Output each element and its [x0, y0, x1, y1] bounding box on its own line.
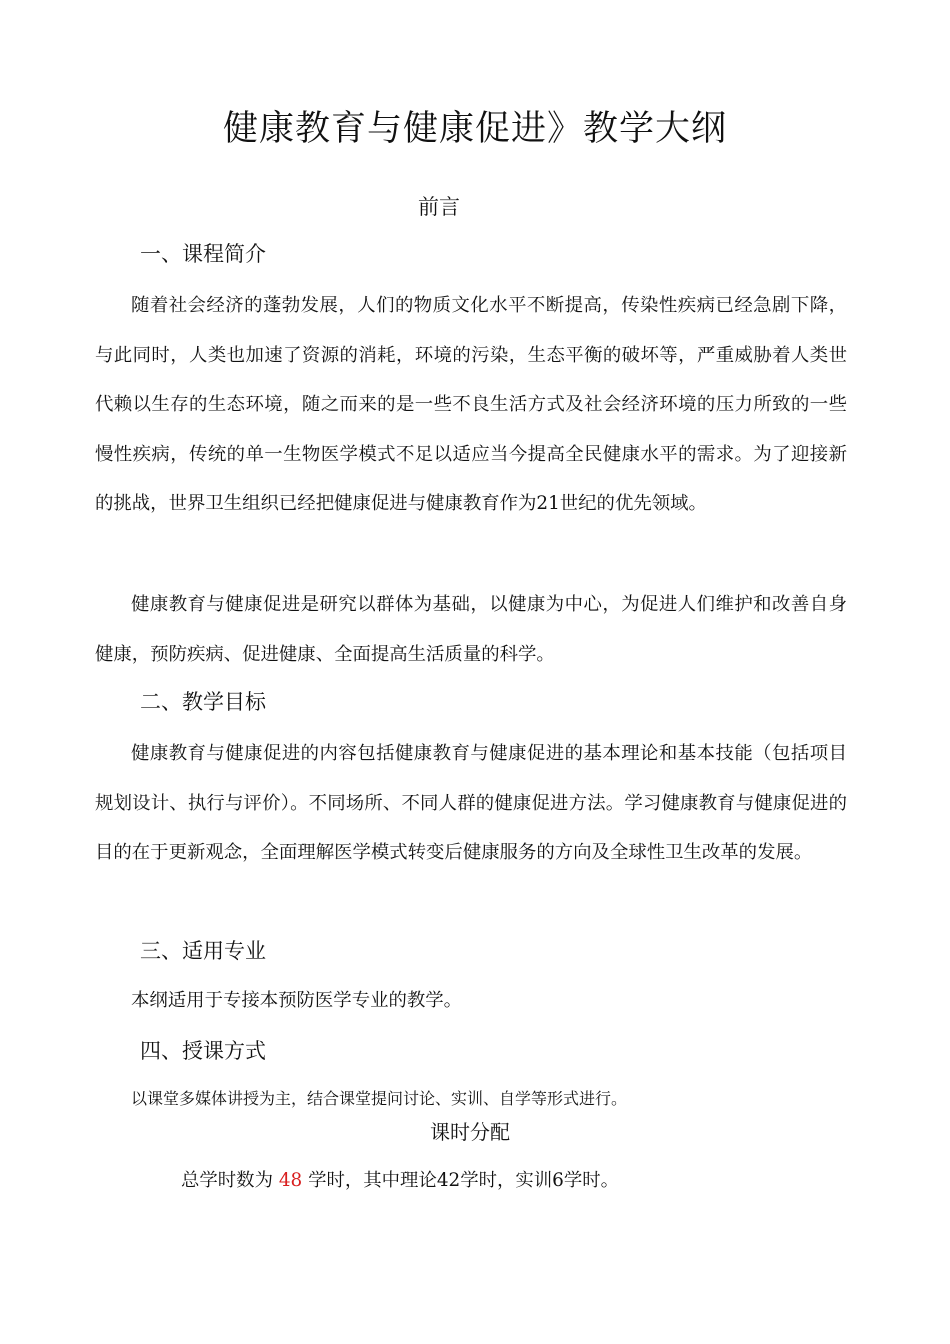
hours-summary — [181, 1166, 619, 1196]
section-heading-teaching-goals: 二、教学目标 — [140, 690, 266, 714]
hours-total: 48 — [278, 1170, 303, 1191]
section-heading-teaching-method: 四、授课方式 — [140, 1039, 266, 1063]
section-heading-course-intro: 一、课程简介 — [140, 242, 266, 266]
paragraph-course-intro-1: 随着社会经济的蓬勃发展，人们的物质文化水平不断提高，传染性疾病已经急剧下降，与此同时，人类也加速了资源的消耗，环境的污染，生态平衡的破坏等，严重威胁着人类世代赖以生存的生态环境，随之而来的是一些不良生活方式及社会经济环境的压力所致的一些慢性疾病，传统的单一生物医学模式不足以适应当今提高全民健康水平的需求。为了迎接新的挑战，世界卫生组织已经把健康促进与健康教育作为21世纪的优先领域。 — [95, 295, 847, 514]
paragraph-course-intro-2: 健康教育与健康促进是研究以群体为基础，以健康为中心，为促进人们维护和改善自身健康，预防疾病、促进健康、全面提高生活质量的科学。 — [95, 594, 847, 665]
paragraph-applicable-major: 本纲适用于专接本预防医学专业的教学。 — [131, 990, 463, 1011]
document-title: 健康教育与健康促进》教学大纲 — [222, 109, 727, 149]
preface-heading: 前言 — [418, 195, 460, 219]
paragraph-teaching-goals: 健康教育与健康促进的内容包括健康教育与健康促进的基本理论和基本技能（包括项目规划设计、执行与评价）。不同场所、不同人群的健康促进方法。学习健康教育与健康促进的目的在于更新观念，全面理解医学模式转变后健康服务的方向及全球性卫生改革的发展。 — [95, 743, 847, 863]
section-heading-applicable-major: 三、适用专业 — [140, 939, 266, 963]
hours-prefix: 总学时数为 — [181, 1170, 273, 1191]
paragraph-teaching-method: 以课堂多媒体讲授为主，结合课堂提问讨论、实训、自学等形式进行。 — [131, 1089, 628, 1108]
hours-suffix: 学时，其中理论42学时，实训6学时。 — [308, 1170, 620, 1191]
hours-heading: 课时分配 — [430, 1120, 510, 1144]
